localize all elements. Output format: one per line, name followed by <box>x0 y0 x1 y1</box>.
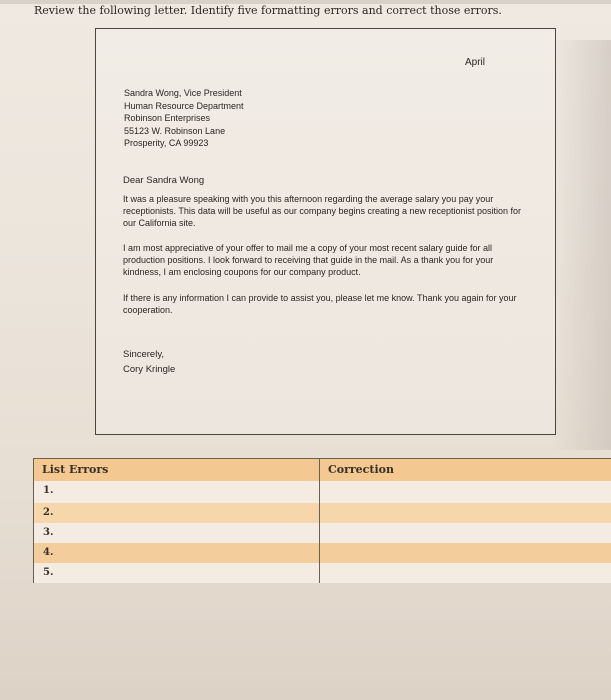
letter-paragraph-3: If there is any information I can provide to assist you, please let me know. Thank you again for your cooperation. <box>123 293 517 315</box>
table-row <box>34 481 611 503</box>
error-cell[interactable] <box>34 481 320 503</box>
instructions-text: Review the following letter. Identify five formatting errors and correct those errors. <box>34 4 502 17</box>
address-line: Robinson Enterprises <box>124 113 211 123</box>
header-correction: Correction <box>328 463 394 476</box>
address-line: Human Resource Department <box>124 100 244 111</box>
letter-paragraph-1: It was a pleasure speaking with you this afternoon regarding the average salary you pay your receptionists. This data will be useful as our company begins creating a new receptionist position for our California site. <box>123 194 522 228</box>
table-row <box>34 503 611 523</box>
table-header-row <box>34 459 611 481</box>
letter-date: April <box>464 57 485 68</box>
letter-closing <box>123 347 175 377</box>
table-row <box>34 563 611 583</box>
inside-address <box>124 87 244 150</box>
header-list-errors: List Errors <box>42 463 109 476</box>
error-cell[interactable] <box>34 543 320 563</box>
correction-cell[interactable] <box>320 563 611 583</box>
row-number: 2. <box>43 507 54 518</box>
letter-paragraph-2: I am most appreciative of your offer to mail me a copy of your most recent salary guide for all production positions. I look forward to receiving that guide in the mail. As a thank you for your kindness, I am enclosing coupons for our company product. <box>123 243 494 277</box>
error-cell[interactable] <box>34 563 320 583</box>
error-cell[interactable] <box>34 503 320 523</box>
page-shadow <box>551 40 611 450</box>
complimentary-close: Sincerely, <box>123 349 165 360</box>
correction-cell[interactable] <box>320 543 611 563</box>
letter-box <box>95 28 556 435</box>
address-line: Sandra Wong, Vice President <box>124 88 242 98</box>
table-row <box>34 523 611 543</box>
header-cell-correction <box>320 459 611 481</box>
row-number: 4. <box>43 547 54 558</box>
error-cell[interactable] <box>34 523 320 543</box>
table-row <box>34 543 611 563</box>
correction-cell[interactable] <box>320 523 611 543</box>
salutation: Dear Sandra Wong <box>123 175 205 186</box>
header-cell-errors <box>34 459 320 481</box>
signature-name: Cory Kringle <box>123 364 176 375</box>
address-line: 55123 W. Robinson Lane <box>124 125 226 136</box>
errors-table <box>33 458 611 583</box>
address-line: Prosperity, CA 99923 <box>124 138 209 148</box>
row-number: 3. <box>43 527 54 538</box>
row-number: 5. <box>43 567 54 578</box>
row-number: 1. <box>43 485 54 496</box>
correction-cell[interactable] <box>320 481 611 503</box>
correction-cell[interactable] <box>320 503 611 523</box>
